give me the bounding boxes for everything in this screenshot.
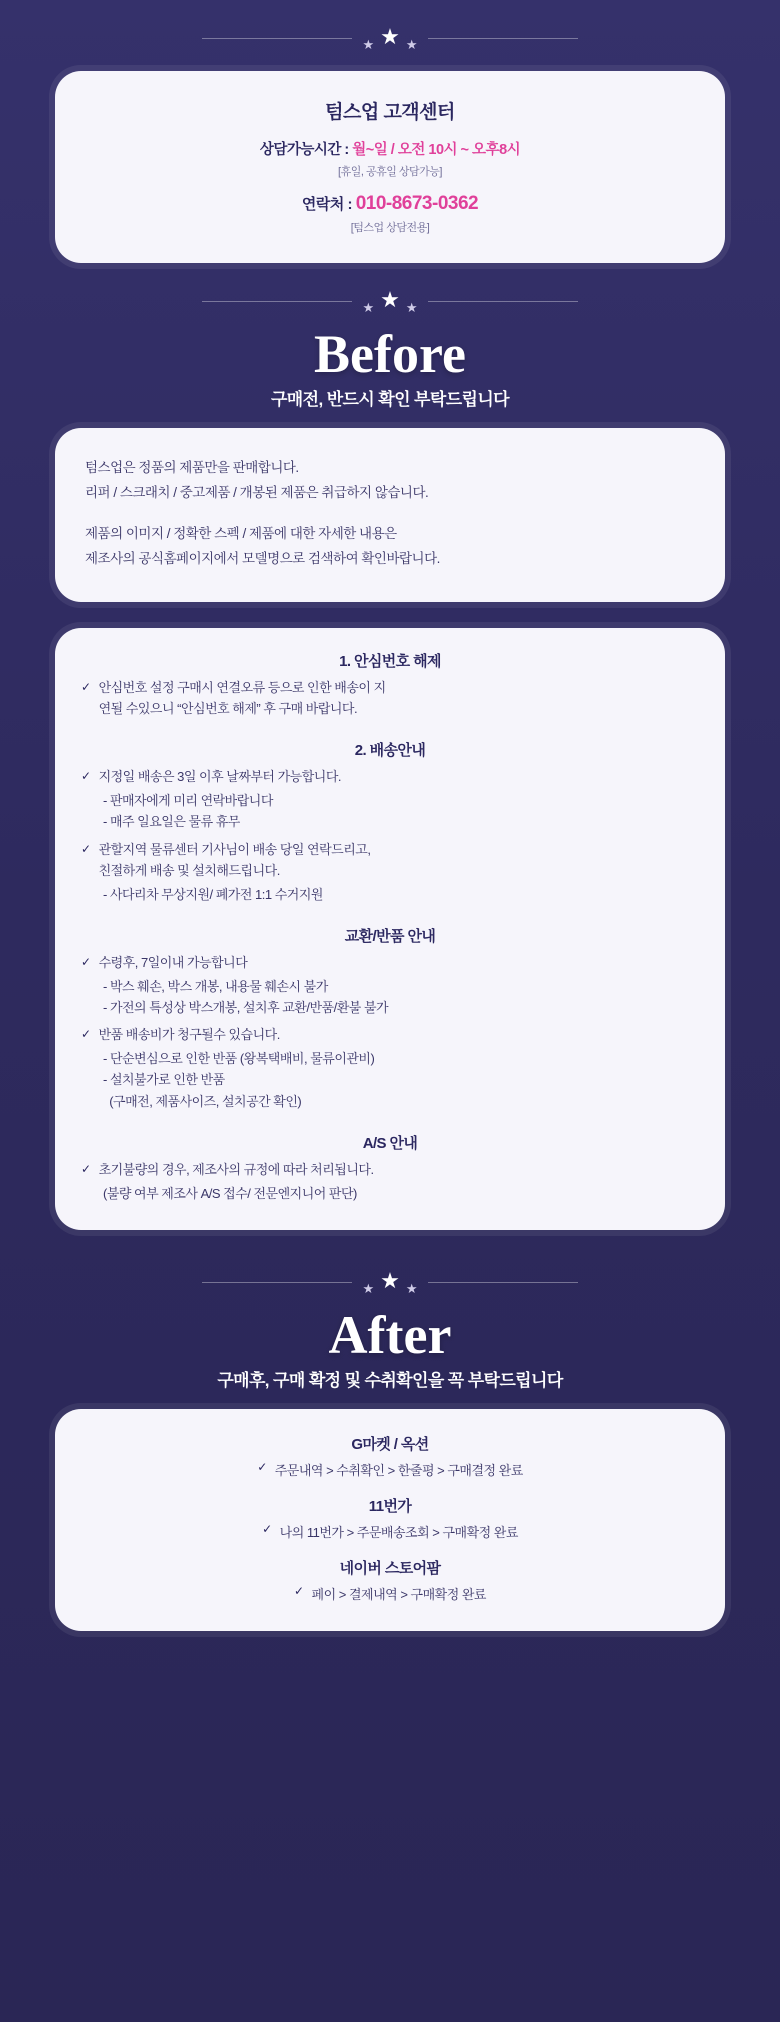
contact-phone-value[interactable]: 010-8673-0362 xyxy=(355,193,479,214)
before-notice-card xyxy=(55,428,725,602)
after-group xyxy=(85,1433,695,1479)
contact-hours-note: [휴일, 공휴일 상담가능] xyxy=(338,166,442,178)
contact-phone-note: [텀스업 상담전용] xyxy=(350,222,430,234)
rules-item xyxy=(81,677,699,720)
star-icon: ★ xyxy=(362,37,375,52)
rules-subline-group xyxy=(103,1183,699,1204)
after-group-path-text: 주문내역 > 수취확인 > 한줄평 > 구매결정 완료 xyxy=(274,1462,523,1478)
after-group-path-text: 나의 11번가 > 주문배송조회 > 구매확정 완료 xyxy=(279,1524,518,1540)
star-icon: ★ xyxy=(405,300,418,315)
rules-subline: (구매전, 제품사이즈, 설치공간 확인) xyxy=(103,1093,302,1109)
rules-item-text xyxy=(99,839,371,882)
before-rules-card xyxy=(55,628,725,1230)
check-icon: ✓ xyxy=(81,679,91,694)
rules-item-text: 초기불량의 경우, 제조사의 규정에 따라 처리됩니다. xyxy=(98,1162,374,1178)
divider-line-right xyxy=(428,301,578,302)
contact-hours-label: 상담가능시간 : xyxy=(259,142,353,158)
rules-subline-group xyxy=(103,790,699,833)
rules-subline: (불량 여부 제조사 A/S 접수/ 전문엔지니어 판단) xyxy=(103,1185,357,1201)
rules-subline: - 가전의 특성상 박스개봉, 설치후 교환/반품/환불 불가 xyxy=(103,999,389,1015)
rules-subline: - 사다리차 무상지원/ 폐가전 1:1 수거지원 xyxy=(103,886,323,902)
rules-section-1-title: 1. 안심번호 해제 xyxy=(339,652,441,670)
check-icon: ✓ xyxy=(81,1027,91,1042)
check-icon: ✓ xyxy=(81,769,91,784)
after-group xyxy=(85,1557,695,1603)
check-icon: ✓ xyxy=(81,955,91,970)
contact-hours-value: 월~일 / 오전 10시 ~ 오후8시 xyxy=(352,142,521,158)
divider-line-left xyxy=(202,38,352,39)
rules-item xyxy=(81,952,699,973)
after-group xyxy=(85,1495,695,1541)
rules-item-line: 친절하게 배송 및 설치해드립니다. xyxy=(98,863,280,879)
after-group-path xyxy=(85,1460,695,1479)
star-icon: ★ xyxy=(405,1281,418,1296)
star-icon: ★ xyxy=(380,24,400,49)
check-icon: ✓ xyxy=(81,1162,91,1177)
star-icon: ★ xyxy=(405,37,418,52)
star-icon: ★ xyxy=(362,300,375,315)
rules-subline-group xyxy=(103,976,699,1019)
after-group-path-text: 페이 > 결제내역 > 구매확정 완료 xyxy=(311,1586,486,1602)
rules-subline: - 박스 훼손, 박스 개봉, 내용물 훼손시 불가 xyxy=(103,978,328,994)
before-section-heading xyxy=(0,326,780,410)
rules-subline-group xyxy=(103,884,699,905)
star-group xyxy=(362,26,417,51)
contact-title: 텀스업 고객센터 xyxy=(325,102,455,123)
after-group-title: 11번가 xyxy=(368,1497,412,1515)
after-group-title: G마켓 / 옥션 xyxy=(351,1435,429,1453)
rules-item-line: 관할지역 물류센터 기사님이 배송 당일 연락드리고, xyxy=(98,841,371,857)
contact-hours-row xyxy=(75,138,705,159)
star-divider-after xyxy=(0,1230,780,1305)
check-icon: ✓ xyxy=(262,1521,272,1536)
check-icon: ✓ xyxy=(81,841,91,856)
star-icon: ★ xyxy=(380,1268,400,1293)
rules-section-4-title: A/S 안내 xyxy=(362,1135,418,1153)
rules-item xyxy=(81,839,699,882)
divider-line-right xyxy=(428,38,578,39)
contact-phone-row xyxy=(75,193,705,215)
rules-subline: - 설치불가로 인한 반품 xyxy=(103,1072,225,1088)
after-group-path xyxy=(85,1584,695,1603)
rules-item-text: 지정일 배송은 3일 이후 날짜부터 가능합니다. xyxy=(98,769,342,785)
rules-item xyxy=(81,1024,699,1045)
rules-subline: - 단순변심으로 인한 반품 (왕복택배비, 물류이관비) xyxy=(103,1050,375,1066)
rules-item-line: 안심번호 설정 구매시 연결오류 등으로 인한 배송이 지 xyxy=(98,679,386,695)
notice-line-4: 제조사의 공식홈페이지에서 모델명으로 검색하여 확인바랍니다. xyxy=(85,550,440,566)
rules-item xyxy=(81,1159,699,1180)
rules-item-text: 반품 배송비가 청구될수 있습니다. xyxy=(98,1027,280,1043)
check-icon: ✓ xyxy=(293,1583,304,1598)
rules-item-line: 연될 수있으니 “안심번호 해제” 후 구매 바랍니다. xyxy=(98,701,358,716)
contact-phone-label: 연락처 : xyxy=(301,196,356,213)
rules-subline: - 판매자에게 미리 연락바랍니다 xyxy=(103,792,273,808)
rules-subline: - 매주 일요일은 물류 휴무 xyxy=(103,814,240,830)
divider-line-right xyxy=(428,1282,578,1283)
star-divider-before xyxy=(0,263,780,324)
after-card xyxy=(55,1409,725,1631)
rules-item-text: 수령후, 7일이내 가능합니다 xyxy=(98,955,248,971)
before-title: Before xyxy=(314,324,466,384)
after-group-title: 네이버 스토어팜 xyxy=(339,1559,441,1577)
star-group xyxy=(362,1270,417,1295)
star-group xyxy=(362,289,417,314)
notice-line-1: 텀스업은 정품의 제품만을 판매합니다. xyxy=(85,459,299,475)
check-icon: ✓ xyxy=(257,1459,267,1474)
star-icon: ★ xyxy=(362,1281,375,1296)
rules-subline-group xyxy=(103,1048,699,1112)
notice-line-2: 리퍼 / 스크래치 / 중고제품 / 개봉된 제품은 취급하지 않습니다. xyxy=(85,484,429,500)
star-divider-top xyxy=(0,0,780,61)
after-section-heading xyxy=(0,1307,780,1391)
divider-line-left xyxy=(202,1282,352,1283)
after-title: After xyxy=(328,1305,452,1365)
rules-item xyxy=(81,766,699,787)
star-icon: ★ xyxy=(380,287,400,312)
contact-card xyxy=(55,71,725,263)
notice-line-3: 제품의 이미지 / 정확한 스펙 / 제품에 대한 자세한 내용은 xyxy=(85,525,397,541)
divider-line-left xyxy=(202,301,352,302)
before-subtitle: 구매전, 반드시 확인 부탁드립니다 xyxy=(270,389,509,409)
rules-item-text xyxy=(99,677,386,720)
rules-section-2-title: 2. 배송안내 xyxy=(354,742,426,760)
notice-spacer xyxy=(85,506,695,522)
rules-section-3-title: 교환/반품 안내 xyxy=(344,928,436,946)
after-subtitle: 구매후, 구매 확정 및 수취확인을 꼭 부탁드립니다 xyxy=(217,1370,563,1390)
after-group-path xyxy=(85,1522,695,1541)
